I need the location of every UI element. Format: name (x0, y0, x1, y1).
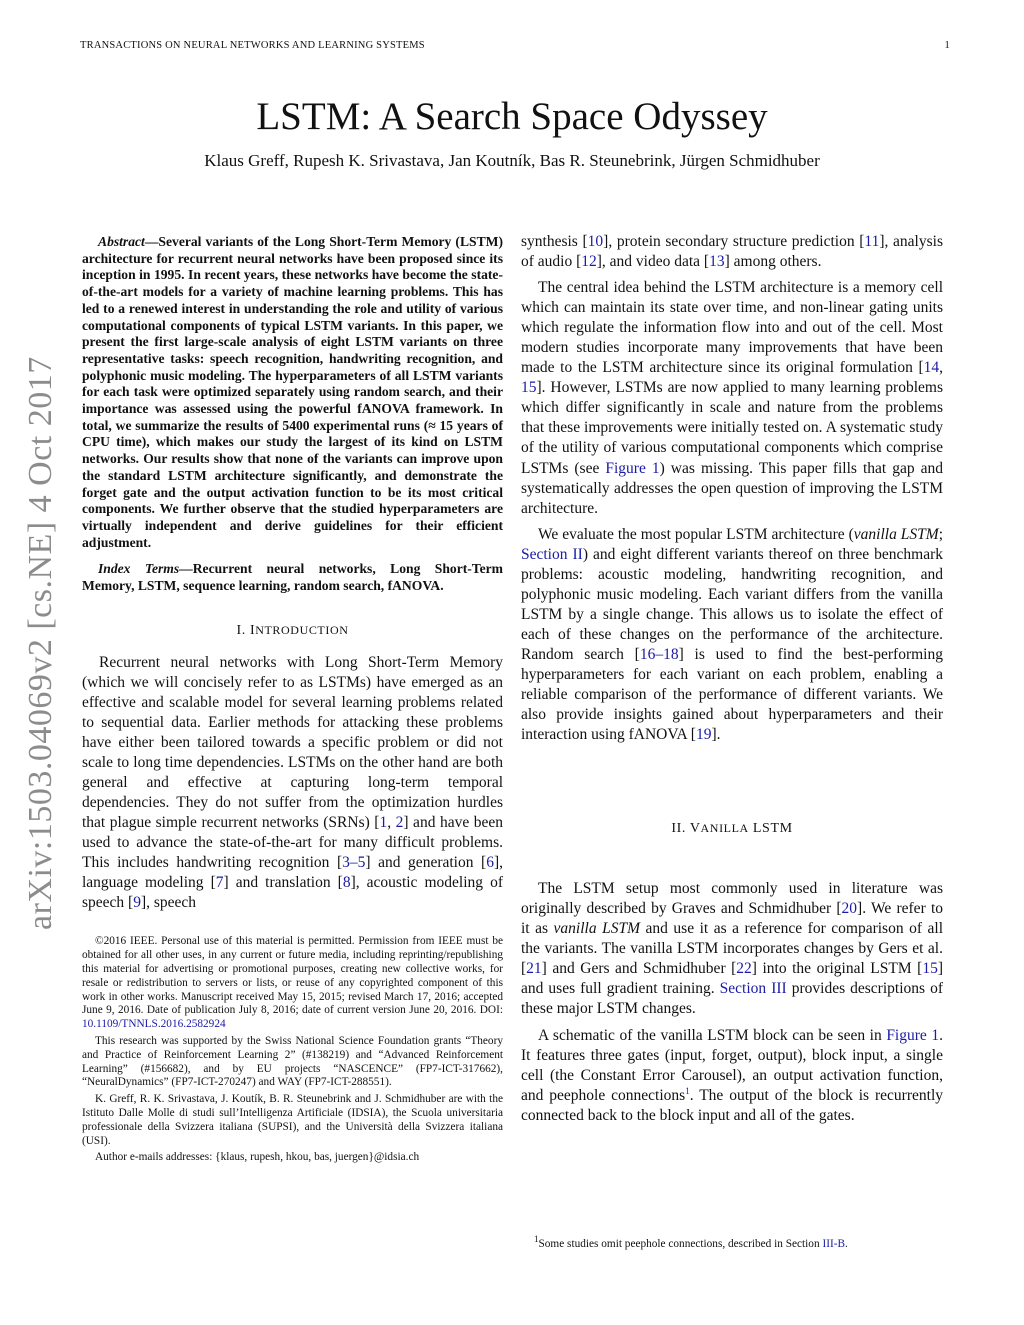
figure-link[interactable]: Figure 1 (605, 459, 660, 477)
running-head (80, 40, 950, 51)
citation-link[interactable]: 8 (342, 874, 351, 892)
section-heading-introduction: I. INTRODUCTION (236, 622, 349, 638)
abstract-label: Abstract (98, 234, 145, 249)
section-heading-vanilla-lstm: II. VANILLA LSTM (671, 821, 793, 837)
citation-link[interactable]: 16–18 (639, 645, 679, 663)
figure-link[interactable]: Figure 1 (886, 1026, 940, 1044)
citation-link[interactable]: 11 (864, 233, 880, 250)
citation-link[interactable]: 10 (587, 233, 604, 250)
right-column (521, 232, 943, 1132)
vanilla-paragraph-1: The LSTM setup most commonly used in literature was originally described by Graves and Schmidhuber [20]. We refer to it as vanilla LSTM and use it as a reference for comparison of all the variants. The vanilla LSTM incorporates changes by Gers et al. [21] and Gers and Schmidhuber [22] into the original LSTM [15] and uses full gradient training. Section III provides descriptions of these major LSTM changes. (521, 880, 943, 1018)
citation-link[interactable]: 3–5 (342, 854, 366, 872)
citation-link[interactable]: 6 (486, 854, 494, 872)
journal-name: TRANSACTIONS ON NEURAL NETWORKS AND LEARNING SYSTEMS (80, 40, 425, 51)
left-column (82, 234, 503, 1168)
citation-link[interactable]: 22 (736, 960, 752, 978)
index-terms-label: Index Terms (98, 561, 180, 577)
section-link[interactable]: Section III (719, 980, 787, 998)
section-link[interactable]: Section II (521, 545, 583, 563)
doi-link[interactable]: 10.1109/TNNLS.2016.2582924 (82, 1018, 226, 1031)
page-number: 1 (944, 40, 950, 51)
index-terms-text: —Recurrent neural networks, Long Short-Term Memory, LSTM, sequence learning, random search, fANOVA. (82, 561, 503, 594)
abstract-text: —Several variants of the Long Short-Term Memory (LSTM) architecture for recurrent neural networks have been proposed since its inception in 1995. In recent years, these networks have become the state-of-the-art models for a variety of machine learning problems. This has led to a renewed interest in understanding the role and utility of various computational components of typical LSTM variants. In this paper, we present the first large-scale analysis of eight LSTM variants on three representative tasks: speech recognition, handwriting recognition, and polyphonic music modeling. The hyperparameters of all LSTM variants for each task were optimized separately using random search, and their importance was assessed using the powerful fANOVA framework. In total, we summarize the results of 5400 experimental runs (≈ 15 years of CPU time), which makes our study the largest of its kind on LSTM networks. Our results show that none of the variants can improve upon the standard LSTM architecture significantly, and demonstrate the forget gate and the output activation function to be its most critical components. We further observe that the studied hyperparameters are virtually independent and derive guidelines for their efficient adjustment. (82, 234, 503, 550)
footnote-mark[interactable]: 1 (685, 1085, 690, 1096)
citation-link[interactable]: 13 (709, 253, 725, 271)
citation-link[interactable]: 15 (521, 379, 537, 397)
paper-title: LSTM: A Search Space Odyssey (256, 95, 768, 138)
index-terms (82, 561, 503, 594)
section-link[interactable]: III-B (822, 1238, 846, 1250)
citation-link[interactable]: 2 (395, 814, 404, 832)
intro-paragraph-3: We evaluate the most popular LSTM architecture (vanilla LSTM; Section II) and eight different variants thereof on three benchmark problems: acoustic modeling, handwriting recognition, and polyphonic music modeling. Each variant differs from the vanilla LSTM by a single change. This allows us to isolate the effect of each of these changes on the performance of the architecture. Random search [16–18] is used to find the best-performing hyperparameters for each variant on each problem, enabling a reliable comparison of the performance of different variants. We also provide insights gained about hyperparameters and their interaction using fANOVA [19]. (521, 525, 943, 744)
citation-link[interactable]: 19 (695, 726, 712, 744)
email-note: Author e-mails addresses: {klaus, rupesh, hkou, bas, juergen}@idsia.ch (95, 1151, 420, 1164)
copyright-notice: ©2016 IEEE. Personal use of this material is permitted. Permission from IEEE must be obtained for all other uses, in any current or future media, including reprinting/republishing this material for advertising or promotional purposes, creating new collective works, for resale or redistribution to servers or lists, or reuse of any copyrighted component of this work in other works. Manuscript received May 15, 2015; revised March 17, 2016; accepted June 9, 2016. Date of publication July 8, 2016; date of current version June 20, 2016. DOI: 10.1109/TNNLS.2016.2582924 (82, 935, 503, 1031)
citation-link[interactable]: 12 (581, 253, 597, 271)
arxiv-stamp: arXiv:1503.04069v2 [cs.NE] 4 Oct 2017 (22, 356, 59, 930)
vanilla-paragraph-2: A schematic of the vanilla LSTM block can be seen in Figure 1. It features three gates (input, forget, output), block input, a single cell (the Constant Error Carousel), an output activation function, and peephole connections$^1$. The output of the block is recurrently connected back to the block input and all of the gates. (521, 1026, 943, 1124)
citation-link[interactable]: 14 (923, 359, 940, 377)
intro-paragraph-1-continued: synthesis [10], protein secondary structure prediction [11], analysis of audio [12], and video data [13] among others. (521, 233, 943, 271)
affiliation-note: K. Greff, R. K. Srivastava, J. Koutík, B. R. Steunebrink and J. Schmidhuber are with the Istituto Dalle Molle di studi sull’Intelligenza Artificiale (IDSIA), the Scuola universitaria professionale della Svizzera italiana (SUPSI), and the Università della Svizzera italiana (USI). (82, 1093, 503, 1147)
footnotes (82, 935, 503, 1165)
citation-link[interactable]: 7 (215, 874, 224, 892)
citation-link[interactable]: 1 (379, 814, 388, 832)
abstract (82, 234, 503, 551)
author-list: Klaus Greff, Rupesh K. Srivastava, Jan Koutník, Bas R. Steunebrink, Jürgen Schmidhuber (204, 151, 820, 170)
footnote-1: $^1$Some studies omit peephole connections, described in Section III-B. (534, 1234, 848, 1250)
citation-link[interactable]: 21 (526, 960, 542, 978)
citation-link[interactable]: 9 (133, 894, 141, 912)
intro-paragraph-1: Recurrent neural networks with Long Short-Term Memory (which we will concisely refer to as LSTMs) have emerged as an effective and scalable model for several learning problems related to sequential data. Earlier methods for attacking these problems have either been tailored towards a specific problem or did not scale to long time dependencies. LSTMs on the other hand are both general and effective at capturing long-term temporal dependencies. They do not suffer from the optimization hurdles that plague simple recurrent networks (SRNs) [1, 2] and have been used to advance the state-of-the-art for many difficult problems. This includes handwriting recognition [3–5] and generation [6], language modeling [7] and translation [8], acoustic modeling of speech [9], speech (82, 653, 504, 912)
citation-link[interactable]: 20 (841, 900, 858, 918)
funding-note: This research was supported by the Swiss National Science Foundation grants “Theory and Practice of Reinforcement Learning 2” (#138219) and “Advanced Reinforcement Learning” (#156682), and by EU projects “NASCENCE” (FP7-ICT-317662), “NeuralDynamics” (FP7-ICT-270247) and WAY (FP7-ICT-288551). (82, 1034, 503, 1089)
intro-paragraph-2: The central idea behind the LSTM architecture is a memory cell which can maintain its state over time, and non-linear gating units which regulate the information flow into and out of the cell. Most modern studies incorporate many improvements that have been made to the LSTM architecture since its original formulation [14, 15]. However, LSTMs are now applied to many learning problems which differ significantly in scale and nature from the problems that these improvements were initially tested on. A systematic study of the utility of various computational components which comprise LSTMs (see Figure 1) was missing. This paper fills that gap and systematically addresses the open question of improving the LSTM architecture. (521, 279, 944, 517)
citation-link[interactable]: 15 (922, 960, 938, 978)
